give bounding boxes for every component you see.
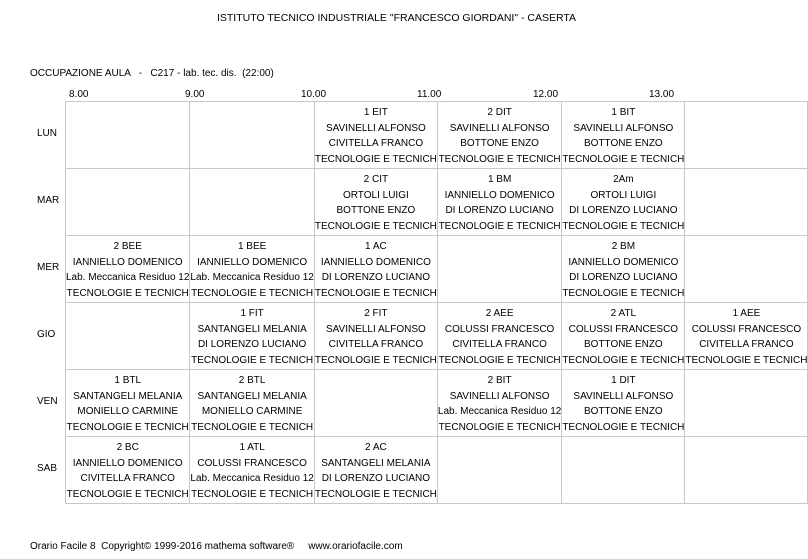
teacher-name: DI LORENZO LUCIANO xyxy=(321,272,431,284)
teacher-name: SAVINELLI ALFONSO xyxy=(573,390,674,402)
subject-label: TECNOLOGIE E TECNICH xyxy=(66,287,189,299)
hour-label: 8.00 xyxy=(69,89,89,100)
class-label: 1 BEE xyxy=(237,241,267,252)
empty-cell xyxy=(685,169,808,236)
teacher-name: Lab. Meccanica Residuo 12 xyxy=(66,272,190,284)
lesson-cell xyxy=(190,303,314,370)
class-label: 2 AEE xyxy=(485,308,514,319)
subject-label: TECNOLOGIE E TECNICH xyxy=(191,488,314,500)
empty-cell xyxy=(66,303,190,370)
teacher-name: MONIELLO CARMINE xyxy=(77,406,178,418)
class-label: 2 ATL xyxy=(610,308,637,319)
subject-label: TECNOLOGIE E TECNICH xyxy=(562,220,685,232)
subject-label: TECNOLOGIE E TECNICH xyxy=(685,354,808,366)
teacher-name: BOTTONE ENZO xyxy=(584,406,663,418)
day-label: LUN xyxy=(37,128,58,139)
teacher-name: SANTANGELI MELANIA xyxy=(197,390,307,402)
empty-cell xyxy=(66,169,190,236)
lesson-cell xyxy=(66,370,190,437)
teacher-name: SANTANGELI MELANIA xyxy=(73,390,183,402)
hour-label: 12.00 xyxy=(533,89,559,100)
subject-label: TECNOLOGIE E TECNICH xyxy=(438,220,561,232)
subject-label: TECNOLOGIE E TECNICH xyxy=(314,153,437,165)
class-label: 1 ATL xyxy=(239,442,265,453)
class-label: 1 FIT xyxy=(240,308,264,319)
subject-label: TECNOLOGIE E TECNICH xyxy=(314,287,437,299)
teacher-name: ORTOLI LUIGI xyxy=(590,189,657,201)
footer-copyright: Orario Facile 8 Copyright© 1999-2016 mathema software® www.orariofacile.com xyxy=(30,541,403,552)
teacher-name: SAVINELLI ALFONSO xyxy=(449,122,550,134)
empty-cell xyxy=(66,102,190,169)
class-label: 2 FIT xyxy=(364,308,388,319)
teacher-name: DI LORENZO LUCIANO xyxy=(197,339,307,351)
subject-label: TECNOLOGIE E TECNICH xyxy=(191,287,314,299)
lesson-cell xyxy=(685,303,808,370)
room-subtitle: OCCUPAZIONE AULA - C217 - lab. tec. dis. (22:00) xyxy=(30,68,274,79)
lesson-cell xyxy=(66,437,190,504)
subject-label: TECNOLOGIE E TECNICH xyxy=(191,421,314,433)
class-label: 2 BTL xyxy=(238,375,266,386)
subject-label: TECNOLOGIE E TECNICH xyxy=(562,421,685,433)
teacher-name: DI LORENZO LUCIANO xyxy=(569,272,678,284)
lesson-cell xyxy=(190,370,314,437)
schedule-grid xyxy=(65,101,808,504)
class-label: 2 CIT xyxy=(363,174,389,185)
class-label: 2Am xyxy=(613,174,634,185)
teacher-name: DI LORENZO LUCIANO xyxy=(445,205,554,217)
subject-label: TECNOLOGIE E TECNICH xyxy=(562,153,685,165)
class-label: 1 AEE xyxy=(732,308,761,319)
lesson-cell xyxy=(66,236,190,303)
empty-cell xyxy=(190,169,314,236)
empty-cell xyxy=(685,236,808,303)
subject-label: TECNOLOGIE E TECNICH xyxy=(66,488,189,500)
teacher-name: CIVITELLA FRANCO xyxy=(328,138,424,150)
teacher-name: BOTTONE ENZO xyxy=(584,138,663,150)
lesson-cell xyxy=(314,236,437,303)
teacher-name: COLUSSI FRANCESCO xyxy=(568,323,679,335)
empty-cell xyxy=(685,370,808,437)
teacher-name: CIVITELLA FRANCO xyxy=(452,339,547,351)
teacher-name: IANNIELLO DOMENICO xyxy=(197,256,308,268)
teacher-name: DI LORENZO LUCIANO xyxy=(569,205,678,217)
class-label: 2 BIT xyxy=(487,375,512,386)
class-label: 1 BM xyxy=(487,174,512,185)
schedule-row xyxy=(66,236,808,303)
hour-label: 9.00 xyxy=(185,89,205,100)
schedule-row xyxy=(66,370,808,437)
teacher-name: SAVINELLI ALFONSO xyxy=(325,323,426,335)
teacher-name: SAVINELLI ALFONSO xyxy=(573,122,674,134)
day-label: MAR xyxy=(37,195,60,206)
teacher-name: IANNIELLO DOMENICO xyxy=(444,189,555,201)
subject-label: TECNOLOGIE E TECNICH xyxy=(562,287,685,299)
subject-label: TECNOLOGIE E TECNICH xyxy=(438,153,561,165)
empty-cell xyxy=(190,102,314,169)
teacher-name: Lab. Meccanica Residuo 12 xyxy=(190,272,314,284)
teacher-name: Lab. Meccanica Residuo 12 xyxy=(190,473,314,485)
teacher-name: SANTANGELI MELANIA xyxy=(197,323,307,335)
teacher-name: CIVITELLA FRANCO xyxy=(699,339,794,351)
teacher-name: COLUSSI FRANCESCO xyxy=(691,323,802,335)
lesson-cell xyxy=(190,236,314,303)
hour-label: 13.00 xyxy=(649,89,675,100)
class-label: 1 AC xyxy=(365,241,387,252)
teacher-name: COLUSSI FRANCESCO xyxy=(197,457,307,469)
teacher-name: SAVINELLI ALFONSO xyxy=(449,390,550,402)
teacher-name: MONIELLO CARMINE xyxy=(201,406,303,418)
teacher-name: CIVITELLA FRANCO xyxy=(328,339,424,351)
schedule-row xyxy=(66,102,808,169)
subject-label: TECNOLOGIE E TECNICH xyxy=(562,354,685,366)
day-label: MER xyxy=(37,262,60,273)
teacher-name: Lab. Meccanica Residuo 12 xyxy=(437,406,562,418)
teacher-name: BOTTONE ENZO xyxy=(336,205,416,217)
teacher-name: COLUSSI FRANCESCO xyxy=(444,323,555,335)
teacher-name: DI LORENZO LUCIANO xyxy=(321,473,431,485)
subject-label: TECNOLOGIE E TECNICH xyxy=(314,488,437,500)
empty-cell xyxy=(562,437,685,504)
teacher-name: IANNIELLO DOMENICO xyxy=(320,256,431,268)
class-label: 2 DIT xyxy=(487,107,512,118)
empty-cell xyxy=(437,437,561,504)
lesson-cell xyxy=(314,303,437,370)
empty-cell xyxy=(314,370,437,437)
empty-cell xyxy=(685,102,808,169)
lesson-cell xyxy=(562,169,685,236)
class-label: 2 BM xyxy=(611,241,636,252)
teacher-name: ORTOLI LUIGI xyxy=(342,189,409,201)
schedule-row xyxy=(66,169,808,236)
lesson-cell xyxy=(562,236,685,303)
class-label: 2 BEE xyxy=(113,241,142,252)
class-label: 1 EIT xyxy=(363,107,388,118)
teacher-name: BOTTONE ENZO xyxy=(584,339,663,351)
lesson-cell xyxy=(314,437,437,504)
lesson-cell xyxy=(437,370,561,437)
lesson-cell xyxy=(437,102,561,169)
empty-cell xyxy=(437,236,561,303)
lesson-cell xyxy=(562,102,685,169)
teacher-name: IANNIELLO DOMENICO xyxy=(72,256,183,268)
class-label: 1 BTL xyxy=(114,375,142,386)
subject-label: TECNOLOGIE E TECNICH xyxy=(438,354,561,366)
lesson-cell xyxy=(562,303,685,370)
page-title: ISTITUTO TECNICO INDUSTRIALE "FRANCESCO GIORDANI" - CASERTA xyxy=(216,12,577,24)
day-label: SAB xyxy=(37,463,58,474)
subject-label: TECNOLOGIE E TECNICH xyxy=(438,421,561,433)
subject-label: TECNOLOGIE E TECNICH xyxy=(66,421,189,433)
lesson-cell xyxy=(190,437,314,504)
lesson-cell xyxy=(562,370,685,437)
teacher-name: SAVINELLI ALFONSO xyxy=(325,122,426,134)
subject-label: TECNOLOGIE E TECNICH xyxy=(314,354,437,366)
teacher-name: IANNIELLO DOMENICO xyxy=(568,256,679,268)
lesson-cell xyxy=(437,303,561,370)
schedule-row xyxy=(66,437,808,504)
teacher-name: BOTTONE ENZO xyxy=(460,138,539,150)
empty-cell xyxy=(685,437,808,504)
day-label: GIO xyxy=(37,329,56,340)
hour-label: 11.00 xyxy=(417,89,442,100)
class-label: 1 DIT xyxy=(611,375,636,386)
teacher-name: IANNIELLO DOMENICO xyxy=(72,457,183,469)
hour-label: 10.00 xyxy=(301,89,327,100)
lesson-cell xyxy=(314,102,437,169)
class-label: 2 BC xyxy=(116,442,139,453)
teacher-name: SANTANGELI MELANIA xyxy=(321,457,431,469)
lesson-cell xyxy=(314,169,437,236)
class-label: 1 BIT xyxy=(611,107,636,118)
subject-label: TECNOLOGIE E TECNICH xyxy=(314,220,437,232)
teacher-name: CIVITELLA FRANCO xyxy=(80,473,175,485)
day-label: VEN xyxy=(37,396,58,407)
schedule-row xyxy=(66,303,808,370)
class-label: 2 AC xyxy=(365,442,387,453)
lesson-cell xyxy=(437,169,561,236)
subject-label: TECNOLOGIE E TECNICH xyxy=(191,354,314,366)
